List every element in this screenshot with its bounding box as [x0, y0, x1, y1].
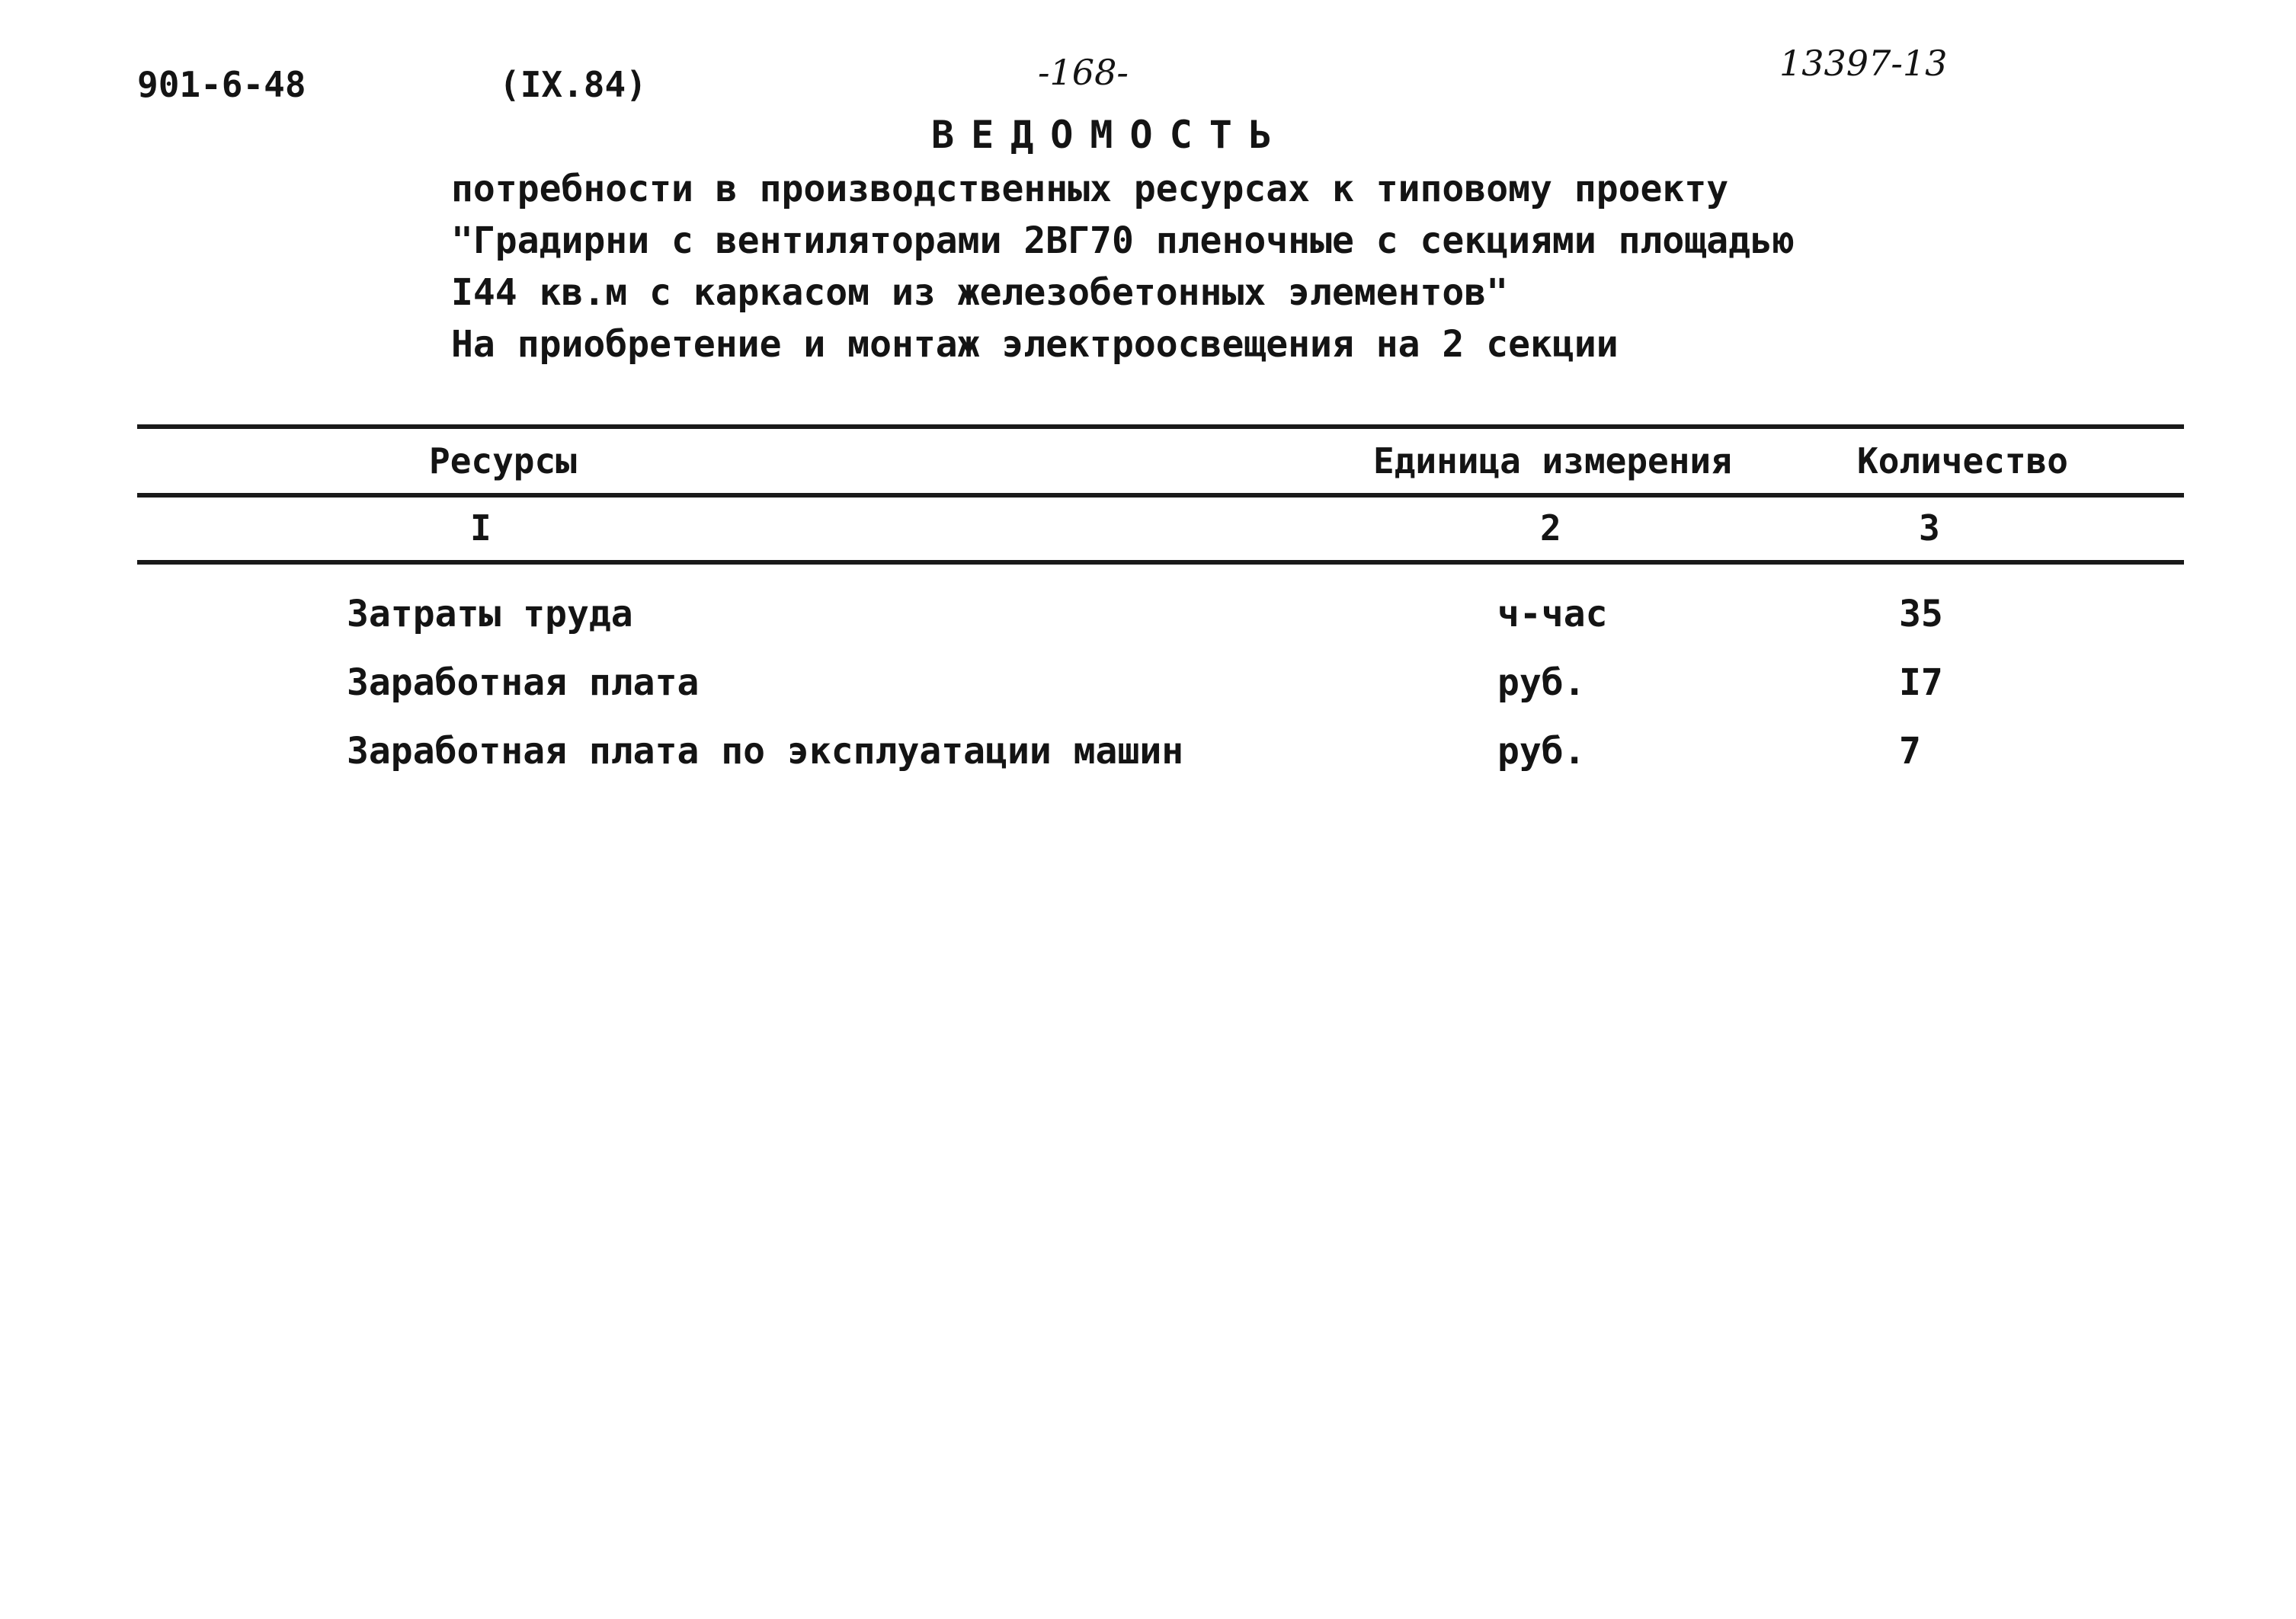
document-code: 901-6-48: [137, 64, 306, 105]
subtitle-line: потребности в производственных ресурсах к типовому проекту: [451, 168, 1729, 210]
row-resource: Заработная плата: [347, 661, 700, 704]
row-quantity: I7: [1899, 661, 1943, 704]
subtitle-line: I44 кв.м с каркасом из железобетонных элементов": [451, 271, 1509, 314]
subtitle-line: На приобретение и монтаж электроосвещения на 2 секции: [451, 323, 1619, 366]
archive-number: 13397-13: [1779, 43, 1948, 84]
table-top-rule: [137, 424, 2184, 429]
column-number: 2: [1540, 507, 1561, 549]
row-resource: Затраты труда: [347, 593, 633, 635]
column-number: I: [470, 507, 492, 549]
edition-date: (IX.84): [499, 64, 647, 105]
document-title: ВЕДОМОСТЬ: [931, 113, 1289, 157]
row-unit: руб.: [1497, 730, 1586, 773]
header-unit: Единица измерения: [1373, 440, 1732, 482]
document-subtitle: [451, 163, 1795, 370]
column-number: 3: [1919, 507, 1940, 549]
row-quantity: 7: [1899, 730, 1921, 773]
header-quantity: Количество: [1857, 440, 2068, 482]
page-number: -168-: [1038, 52, 1129, 93]
table-header-rule: [137, 493, 2184, 498]
row-unit: руб.: [1497, 661, 1586, 704]
row-unit: ч-час: [1497, 593, 1608, 635]
row-quantity: 35: [1899, 593, 1943, 635]
row-resource: Заработная плата по эксплуатации машин: [347, 730, 1184, 773]
header-resources: Ресурсы: [429, 440, 577, 482]
table-numbers-rule: [137, 560, 2184, 565]
subtitle-line: "Градирни с вентиляторами 2ВГ70 пленочные с секциями площадью: [451, 219, 1795, 262]
